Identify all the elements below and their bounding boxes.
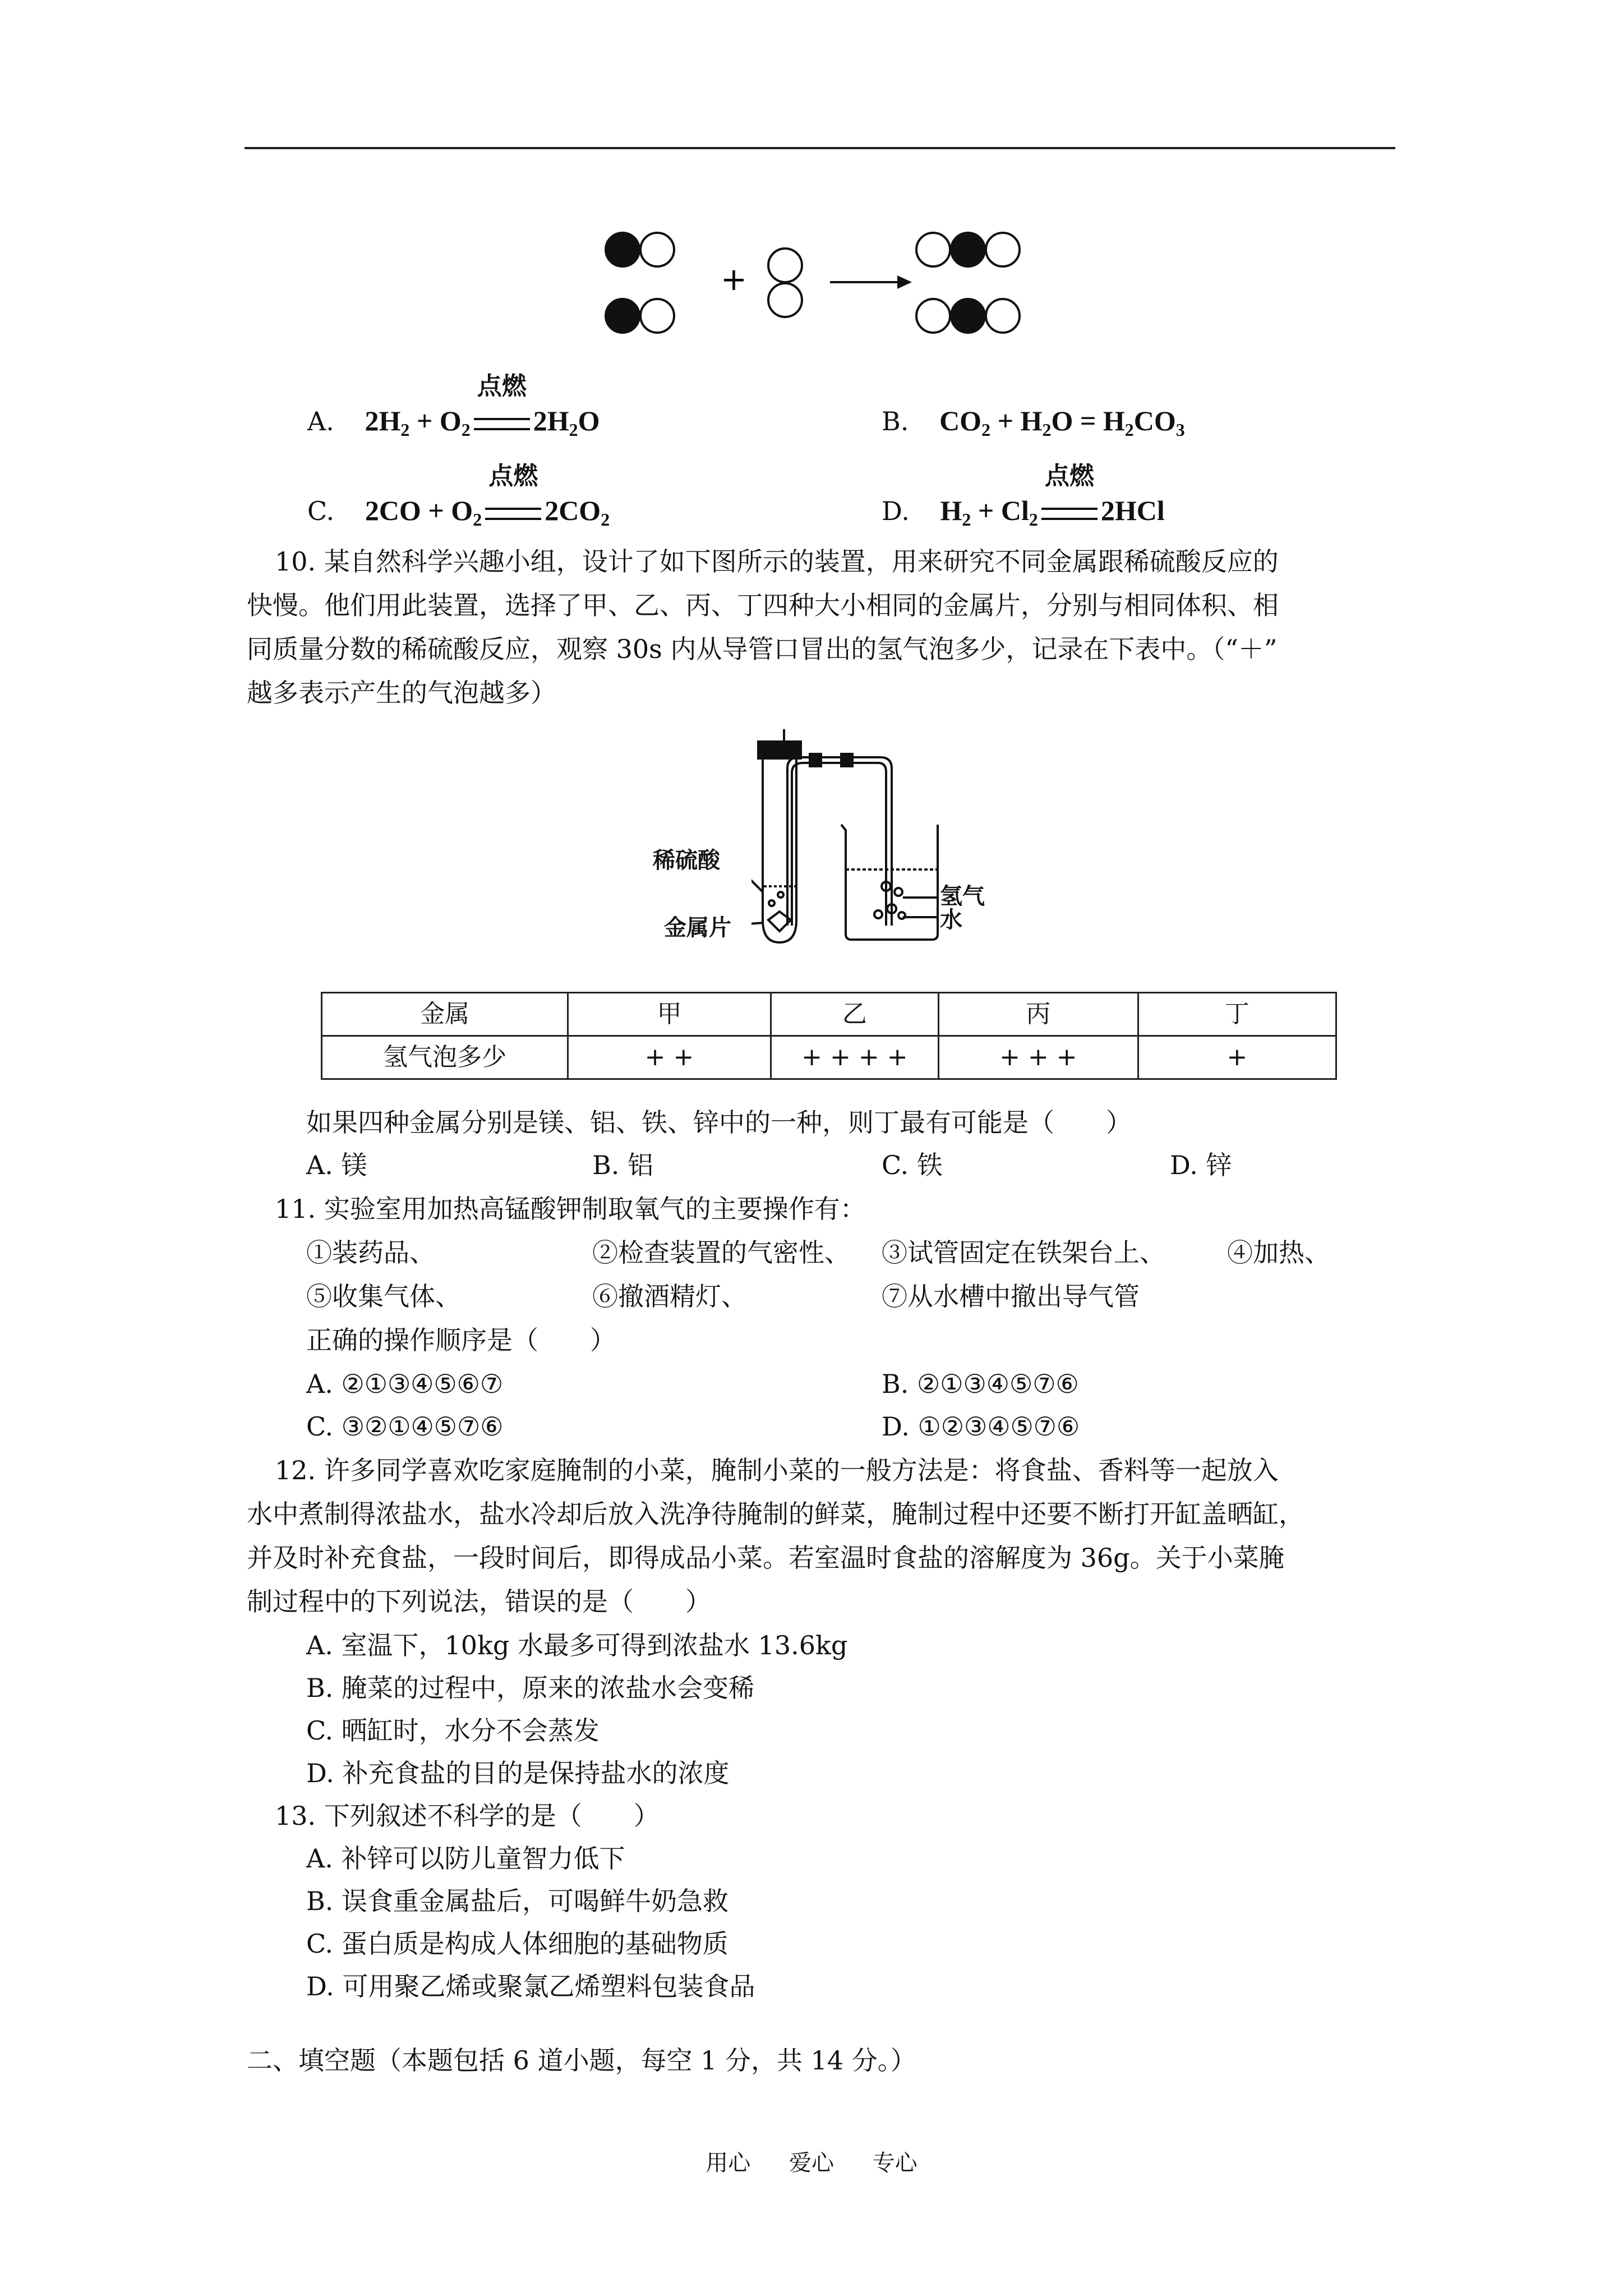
q10-line-3: 同质量分数的稀硫酸反应，观察 30s 内从导管口冒出的氢气泡多少，记录在下表中。（“＋” xyxy=(247,634,1278,664)
table-header-cell: 乙 xyxy=(771,993,939,1036)
table-header-cell: 金属 xyxy=(322,993,568,1036)
table-header-cell: 甲 xyxy=(568,993,771,1036)
option-b[interactable]: B. $CO_2 + H_2O = H_2CO_3$ xyxy=(882,405,1185,440)
q12-line-2: 水中煮制得浓盐水，盐水冷却后放入洗净待腌制的鲜菜，腌制过程中还要不断打开缸盖晒缸， xyxy=(247,1499,1304,1529)
q11-stem: 11. 实验室用加热高锰酸钾制取氧气的主要操作有： xyxy=(275,1194,866,1224)
q13-choice-b[interactable]: B. 误食重金属盐后，可喝鲜牛奶急救 xyxy=(306,1886,729,1916)
q13-stem: 13. 下列叙述不科学的是（ ） xyxy=(275,1801,660,1831)
table-header-row xyxy=(322,993,1336,1036)
q11-op-3: ③试管固定在铁架台上、 xyxy=(882,1237,1165,1268)
q12-choice-b[interactable]: B. 腌菜的过程中，原来的浓盐水会变稀 xyxy=(306,1673,755,1703)
page-footer xyxy=(0,2148,1623,2178)
q13-choice-a[interactable]: A. 补锌可以防儿童智力低下 xyxy=(306,1843,625,1874)
table-row xyxy=(322,1036,1336,1079)
q11-op-5: ⑤收集气体、 xyxy=(306,1281,461,1312)
q11-choice-c[interactable]: C. ③②①④⑤⑦⑥ xyxy=(306,1411,504,1442)
apparatus-diagram xyxy=(751,724,965,959)
q12-choice-d[interactable]: D. 补充食盐的目的是保持盐水的浓度 xyxy=(306,1758,730,1788)
q10-line-2: 快慢。他们用此装置，选择了甲、乙、丙、丁四种大小相同的金属片，分别与相同体积、相 xyxy=(247,590,1279,620)
q13-choice-c[interactable]: C. 蛋白质是构成人体细胞的基础物质 xyxy=(306,1929,728,1959)
oxygen-atom xyxy=(768,249,802,282)
option-a[interactable]: A. $2H_2 + O_2$ 点燃 $2H_2O$ xyxy=(307,372,600,440)
oxygen-atom xyxy=(640,299,674,333)
table-cell: 氢气泡多少 xyxy=(322,1036,568,1079)
q12-line-3: 并及时补充食盐，一段时间后，即得成品小菜。若室温时食盐的溶解度为 36g。关于小菜腌 xyxy=(247,1543,1285,1573)
table-cell: + + + xyxy=(939,1036,1138,1079)
header-rule xyxy=(245,147,1395,149)
label-dilute-sulfuric-acid: 稀硫酸 xyxy=(653,848,720,873)
label-metal-strip: 金属片 xyxy=(664,915,731,941)
q10-choice-a[interactable]: A. 镁 xyxy=(306,1150,367,1180)
table-cell: + xyxy=(1138,1036,1336,1079)
q11-op-4: ④加热、 xyxy=(1227,1237,1330,1268)
option-c[interactable]: C. $2CO + O_2$ 点燃 $2CO_2$ xyxy=(307,462,610,530)
q12-line-4: 制过程中的下列说法，错误的是（ ） xyxy=(247,1586,711,1617)
molecule-reaction-diagram xyxy=(594,222,1043,351)
label-water: 水 xyxy=(940,907,962,933)
q10-question: 如果四种金属分别是镁、铝、铁、锌中的一种，则丁最有可能是（ ） xyxy=(306,1107,1132,1138)
reaction-condition: 点燃 xyxy=(471,403,533,439)
q12-choice-c[interactable]: C. 晒缸时，水分不会蒸发 xyxy=(306,1715,600,1746)
q10-choice-b[interactable]: B. 铝 xyxy=(592,1150,654,1180)
q11-op-1: ①装药品、 xyxy=(306,1237,435,1268)
carbon-atom xyxy=(606,233,639,266)
oxygen-atom xyxy=(768,283,802,317)
q10-choice-d[interactable]: D. 锌 xyxy=(1170,1150,1232,1180)
q11-op-6: ⑥撤酒精灯、 xyxy=(592,1281,747,1312)
q12-line-1: 12. 许多同学喜欢吃家庭腌制的小菜，腌制小菜的一般方法是：将食盐、香料等一起放入 xyxy=(275,1455,1279,1485)
option-d[interactable]: D. $H_2 + Cl_2$ 点燃 2HCl xyxy=(882,462,1165,530)
carbon-atom xyxy=(606,299,639,333)
q13-choice-d[interactable]: D. 可用聚乙烯或聚氯乙烯塑料包装食品 xyxy=(306,1971,755,2001)
q10-choice-c[interactable]: C. 铁 xyxy=(882,1150,943,1180)
hydrogen-bubbles-table xyxy=(321,992,1337,1080)
table-cell: + + + + xyxy=(771,1036,939,1079)
q11-prompt: 正确的操作顺序是（ ） xyxy=(306,1325,616,1355)
q11-choice-a[interactable]: A. ②①③④⑤⑥⑦ xyxy=(306,1369,504,1399)
q11-choice-b[interactable]: B. ②①③④⑤⑦⑥ xyxy=(882,1369,1079,1399)
footer-text: 用心 xyxy=(706,2150,751,2176)
table-header-cell: 丁 xyxy=(1138,993,1336,1036)
footer-text: 爱心 xyxy=(789,2150,834,2176)
q10-line-4: 越多表示产生的气泡越多） xyxy=(247,678,556,708)
q11-choice-d[interactable]: D. ①②③④⑤⑦⑥ xyxy=(882,1411,1080,1442)
label-hydrogen: 氢气 xyxy=(940,884,985,909)
reaction-condition: 点燃 xyxy=(1038,493,1101,529)
oxygen-atom xyxy=(640,233,674,266)
q10-line-1: 10. 某自然科学兴趣小组，设计了如下图所示的装置，用来研究不同金属跟稀硫酸反应的 xyxy=(275,546,1279,577)
q11-op-2: ②检查装置的气密性、 xyxy=(592,1237,850,1268)
table-header-cell: 丙 xyxy=(939,993,1138,1036)
plus-sign: + xyxy=(721,261,747,298)
footer-text: 专心 xyxy=(872,2150,917,2176)
stopper xyxy=(758,742,801,758)
table-cell: + + xyxy=(568,1036,771,1079)
q12-choice-a[interactable]: A. 室温下，10kg 水最多可得到浓盐水 13.6kg xyxy=(306,1630,848,1660)
reaction-condition: 点燃 xyxy=(482,493,545,529)
q11-op-7: ⑦从水槽中撤出导气管 xyxy=(882,1281,1140,1312)
section-2-heading: 二、填空题（本题包括 6 道小题，每空 1 分，共 14 分。） xyxy=(247,2045,916,2076)
